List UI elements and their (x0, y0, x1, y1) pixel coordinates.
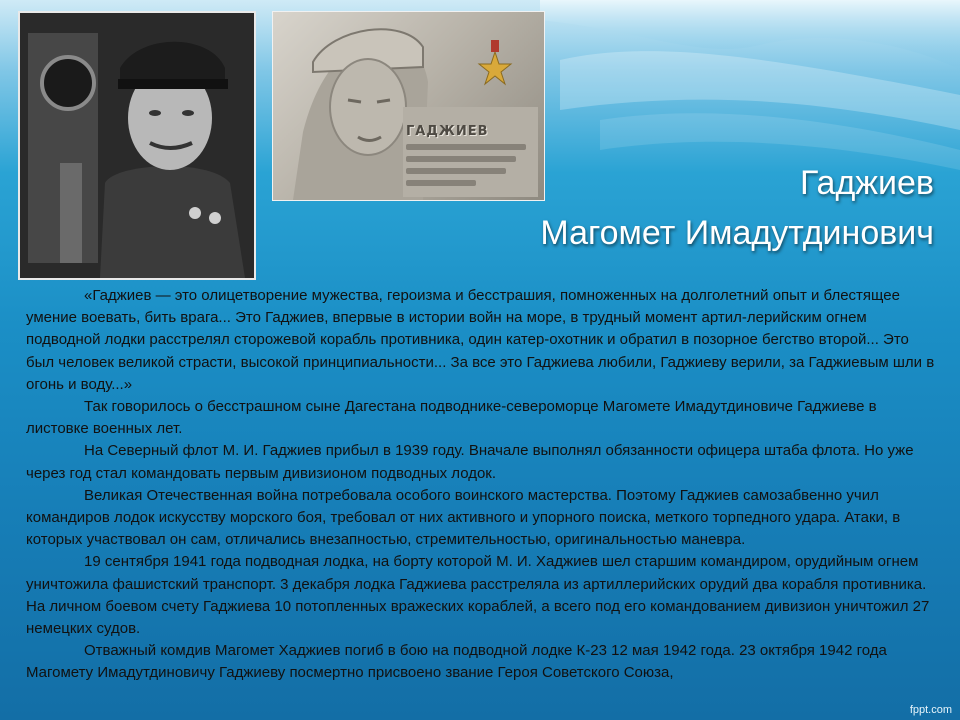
paragraph-leaflet: Так говорилось о бесстрашном сыне Дагестана подводнике-североморце Магомете Имадутдиновиче Гаджиеве в листовке военных лет. (26, 398, 877, 438)
paragraph-war: Великая Отечественная война потребовала особого воинского мастерства. Поэтому Гаджиев самозабвенно учил командиров лодок искусству морского боя, требовал от них активного и упорного поиска, меткого торпедного удара. Атаки, в которых участвовал он сам, отличались внезапностью, стремительностью, оригинальностью маневра. (26, 486, 901, 549)
portrait-photo (18, 11, 256, 280)
title-name: Магомет Имадутдинович (540, 214, 934, 252)
paragraph-battles: 19 сентября 1941 года подводная лодка, на борту которой М. И. Хаджиев шел старшим командиром, орудийным огнем уничтожила фашистский транспорт. 3 декабря лодка Гаджиева расстреляла из артиллерийских орудий два корабля противника. На личном боевом счету Гаджиева 10 потопленных вражеских кораблей, а всего под его командованием дивизион уничтожил 27 немецких судов. (26, 553, 930, 638)
footer-watermark: fppt.com (909, 704, 952, 716)
title-surname: Гаджиев (800, 164, 934, 202)
paragraph-northern-fleet: На Северный флот М. И. Гаджиев прибыл в 1939 году. Вначале выполнял обязанности офицера штаба флота. Но уже через год стал командовать первым дивизионом подводных лодок. (26, 442, 914, 482)
plaque-inscription-lines (406, 144, 534, 192)
paragraph-quote: «Гаджиев — это олицетворение мужества, героизма и бесстрашия, помноженных на долголетний опыт и блестящее умение воевать, бить врага... Это Гаджиев, впервые в истории войн на море, в трудный момент артил-лерийским огнем подводной лодки расстрелял сторожевой корабль противника, один катер-охотник и обратил в позорное бегство второй... Это был человек великой страсти, высокой принципиальности... За все это Гаджиева любили, Гаджиеву верили, за Гаджиевым шли в огонь и воду...» (26, 287, 935, 393)
plaque-text: ГАДЖИЕВ (406, 124, 489, 139)
paragraph-death: Отважный комдив Магомет Хаджиев погиб в бою на подводной лодке К-23 12 мая 1942 года. 23 октября 1942 года Магомету Имадутдиновичу Гаджиеву посмертно присвоено звание Героя Советского Союза, (26, 642, 887, 682)
portrait-icon (20, 13, 254, 278)
slide-title (540, 158, 934, 258)
memorial-relief (272, 11, 545, 201)
body-text (26, 285, 938, 685)
